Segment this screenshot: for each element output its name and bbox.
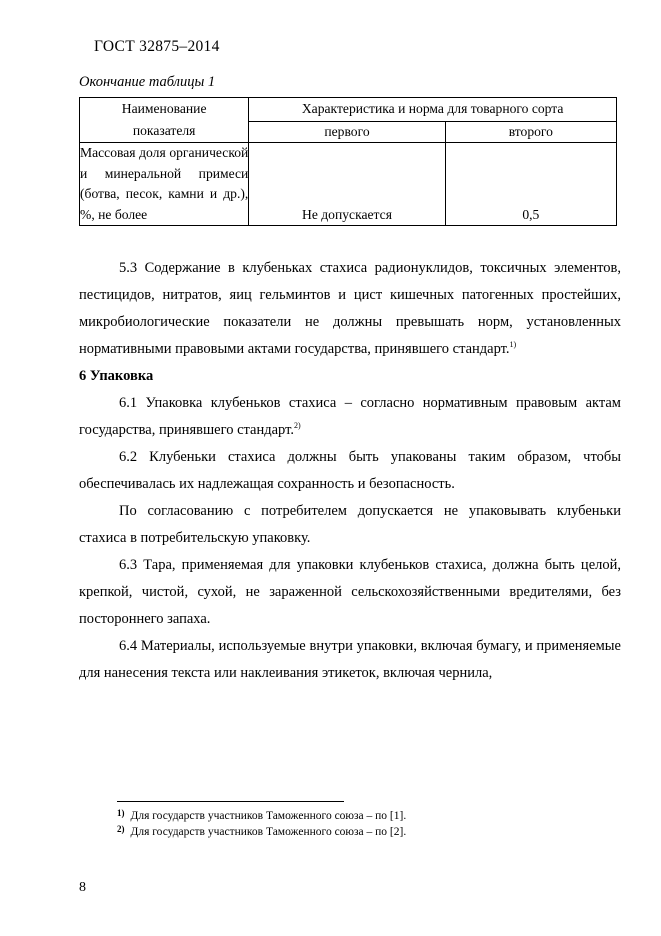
footnote-ref-1: 1): [509, 340, 517, 349]
document-code: ГОСТ 32875–2014: [94, 38, 220, 55]
quality-table: [79, 97, 617, 226]
footnote-divider: [117, 801, 344, 802]
paragraph-5-3: 5.3 Содержание в клубеньках стахиса радионуклидов, токсичных элементов, пестицидов, нитратов, яиц гельминтов и цист кишечных патогенных простейших, микробиологические показатели не должны превышать норм, установленных нормативными правовыми актами государства, принявшего стандарт.$^{1)}$: [79, 260, 621, 357]
footnote-1: $^{1)}$ Для государств участников Таможенного союза – по [1].: [117, 808, 407, 822]
header-grade-first: первого: [249, 121, 445, 142]
table-caption: Окончание таблицы 1: [79, 74, 216, 90]
footnote-2: $^{2)}$ Для государств участников Таможенного союза – по [2].: [117, 824, 407, 838]
footnote-ref-2: 2): [293, 421, 301, 430]
body-text: [79, 255, 621, 687]
paragraph-6-2-note: По согласованию с потребителем допускается не упаковывать клубеньки стахиса в потребительскую упаковку.: [79, 503, 621, 546]
paragraph-6-1: 6.1 Упаковка клубеньков стахиса – согласно нормативным правовым актам государства, принявшего стандарт.$^{2)}$: [79, 395, 621, 438]
paragraph-6-4: 6.4 Материалы, используемые внутри упаковки, включая бумагу, и применяемые для нанесения текста или наклеивания этикеток, включая чернила,: [79, 638, 621, 681]
paragraph-6-2: 6.2 Клубеньки стахиса должны быть упакованы таким образом, чтобы обеспечивалась их надлежащая сохранность и безопасность.: [79, 449, 621, 492]
section-heading-6: 6 Упаковка: [79, 368, 154, 384]
header-grade-second: второго: [445, 121, 616, 142]
paragraph-6-3: 6.3 Тара, применяемая для упаковки клубеньков стахиса, должна быть целой, крепкой, чистой, сухой, не зараженной сельскохозяйственными вредителями, без постороннего запаха.: [79, 557, 621, 627]
table-cell-first-grade: Не допускается: [249, 143, 445, 226]
page-number: 8: [79, 880, 86, 895]
table-cell-second-grade: 0,5: [445, 143, 616, 226]
header-characteristic: Характеристика и норма для товарного сорта: [249, 98, 617, 122]
table-row-indicator: Массовая доля органической и минеральной примеси (ботва, песок, камни и др.), %, не более: [80, 143, 249, 226]
header-indicator-name: Наименование показателя: [80, 98, 249, 143]
